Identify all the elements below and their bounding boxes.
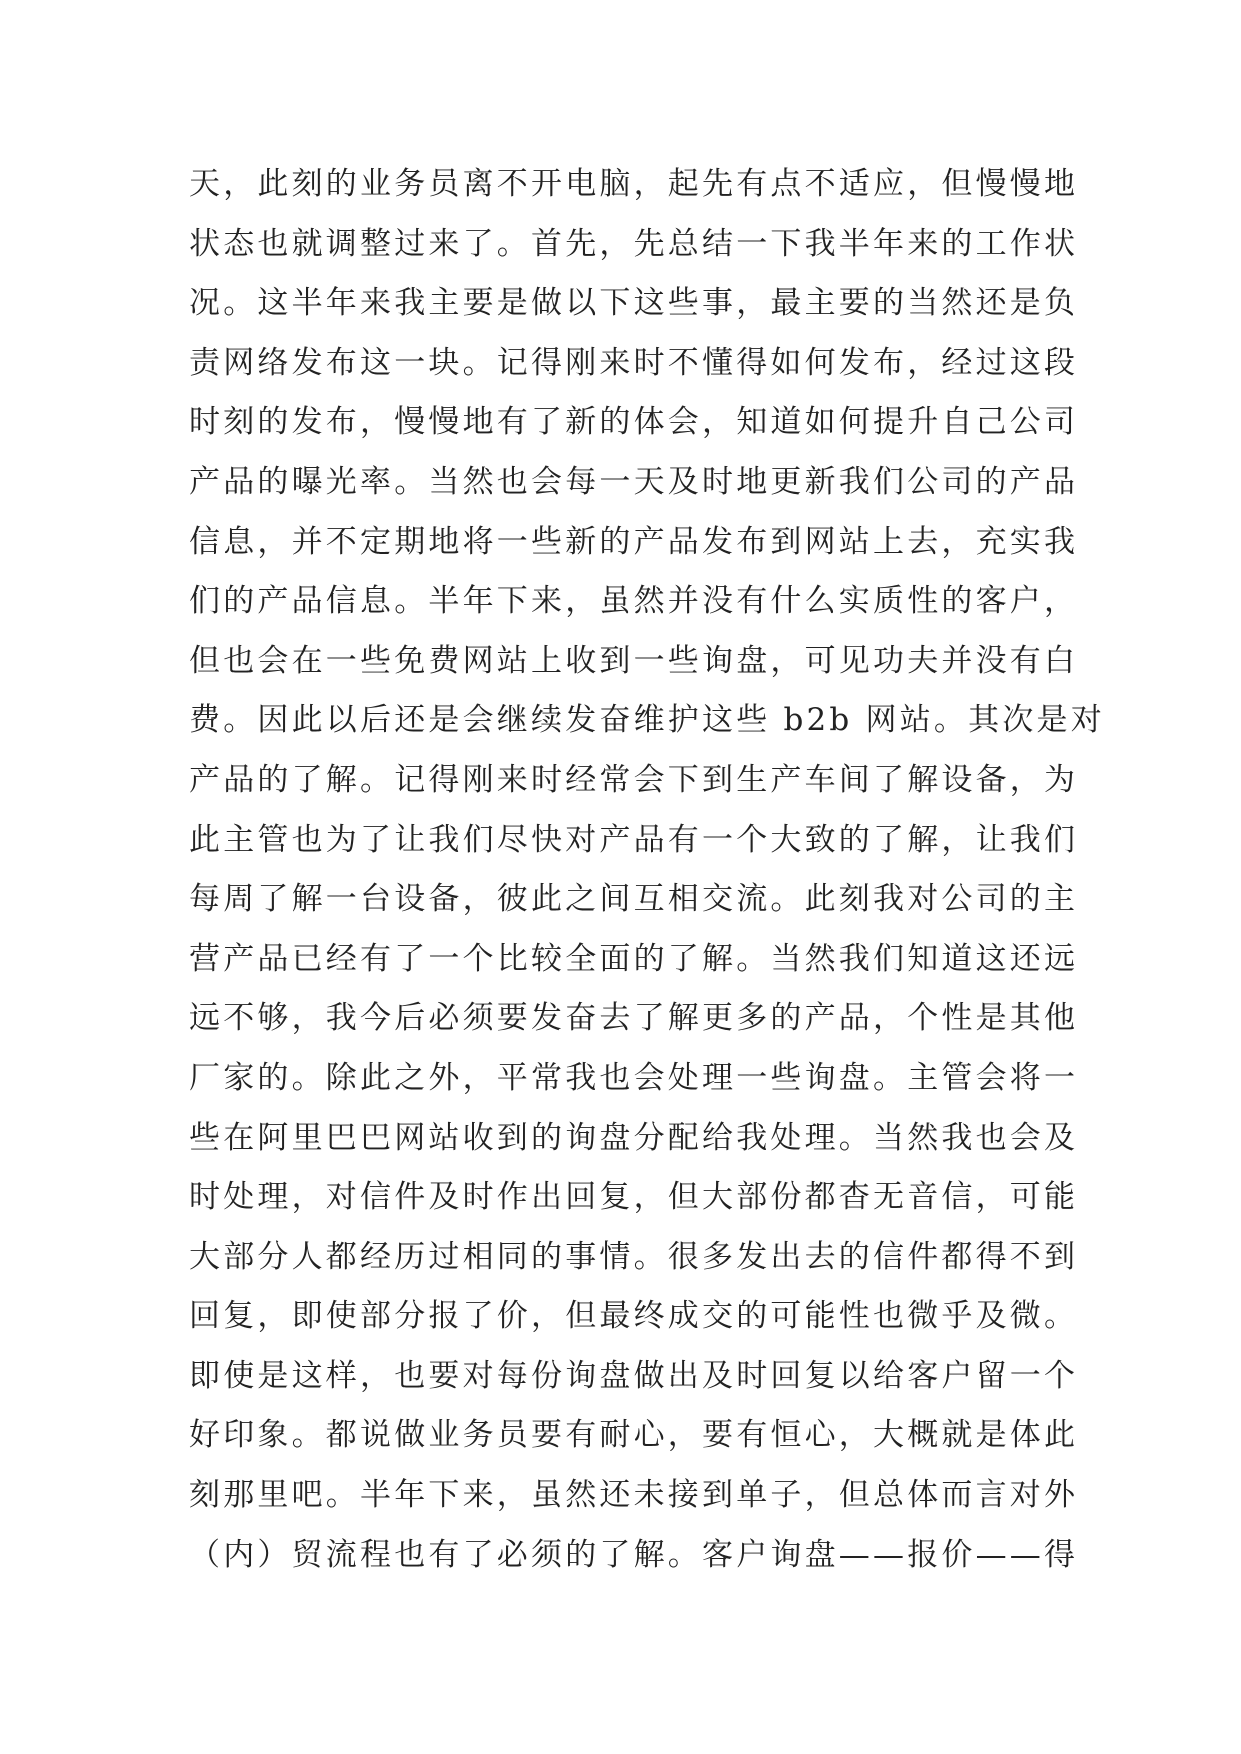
text-line: 们的产品信息。半年下来，虽然并没有什么实质性的客户， xyxy=(189,583,1079,620)
text-line: 远不够，我今后必须要发奋去了解更多的产品，个性是其他 xyxy=(189,1000,1079,1037)
text-line: 天，此刻的业务员离不开电脑，起先有点不适应，但慢慢地 xyxy=(189,166,1079,202)
text-line: 好印象。都说做业务员要有耐心，要有恒心，大概就是体此 xyxy=(189,1417,1079,1454)
text-line: 时处理，对信件及时作出回复，但大部份都杳无音信，可能 xyxy=(189,1179,1079,1216)
text-line: 些在阿里巴巴网站收到的询盘分配给我处理。当然我也会及 xyxy=(189,1119,1079,1156)
text-line: 刻那里吧。半年下来，虽然还未接到单子，但总体而言对外 xyxy=(189,1477,1079,1514)
text-line: 大部分人都经历过相同的事情。很多发出去的信件都得不到 xyxy=(189,1238,1079,1275)
text-line: 产品的了解。记得刚来时经常会下到生产车间了解设备，为 xyxy=(189,761,1079,798)
text-line: 厂家的。除此之外，平常我也会处理一些询盘。主管会将一 xyxy=(189,1059,1079,1096)
text-line: 产品的曝光率。当然也会每一天及时地更新我们公司的产品 xyxy=(189,463,1079,500)
text-line: 此主管也为了让我们尽快对产品有一个大致的了解，让我们 xyxy=(189,821,1079,858)
text-line: 营产品已经有了一个比较全面的了解。当然我们知道这还远 xyxy=(189,940,1079,977)
text-line: 责网络发布这一块。记得刚来时不懂得如何发布，经过这段 xyxy=(189,344,1079,381)
text-line: 状态也就调整过来了。首先，先总结一下我半年来的工作状 xyxy=(189,225,1079,262)
text-line: （内）贸流程也有了必须的了解。客户询盘——报价——得 xyxy=(189,1536,1079,1573)
text-line: 时刻的发布，慢慢地有了新的体会，知道如何提升自己公司 xyxy=(189,404,1079,441)
text-line: 回复，即使部分报了价，但最终成交的可能性也微乎及微。 xyxy=(189,1298,1079,1335)
text-line: 费。因此以后还是会继续发奋维护这些 b2b 网站。其次是对 xyxy=(189,702,1105,739)
text-line: 信息，并不定期地将一些新的产品发布到网站上去，充实我 xyxy=(189,523,1079,560)
text-line: 即使是这样，也要对每份询盘做出及时回复以给客户留一个 xyxy=(189,1357,1079,1394)
body-text xyxy=(189,155,1105,1585)
text-line: 但也会在一些免费网站上收到一些询盘，可见功夫并没有白 xyxy=(189,642,1079,679)
text-line: 每周了解一台设备，彼此之间互相交流。此刻我对公司的主 xyxy=(189,881,1079,918)
text-line: 况。这半年来我主要是做以下这些事，最主要的当然还是负 xyxy=(189,285,1079,322)
